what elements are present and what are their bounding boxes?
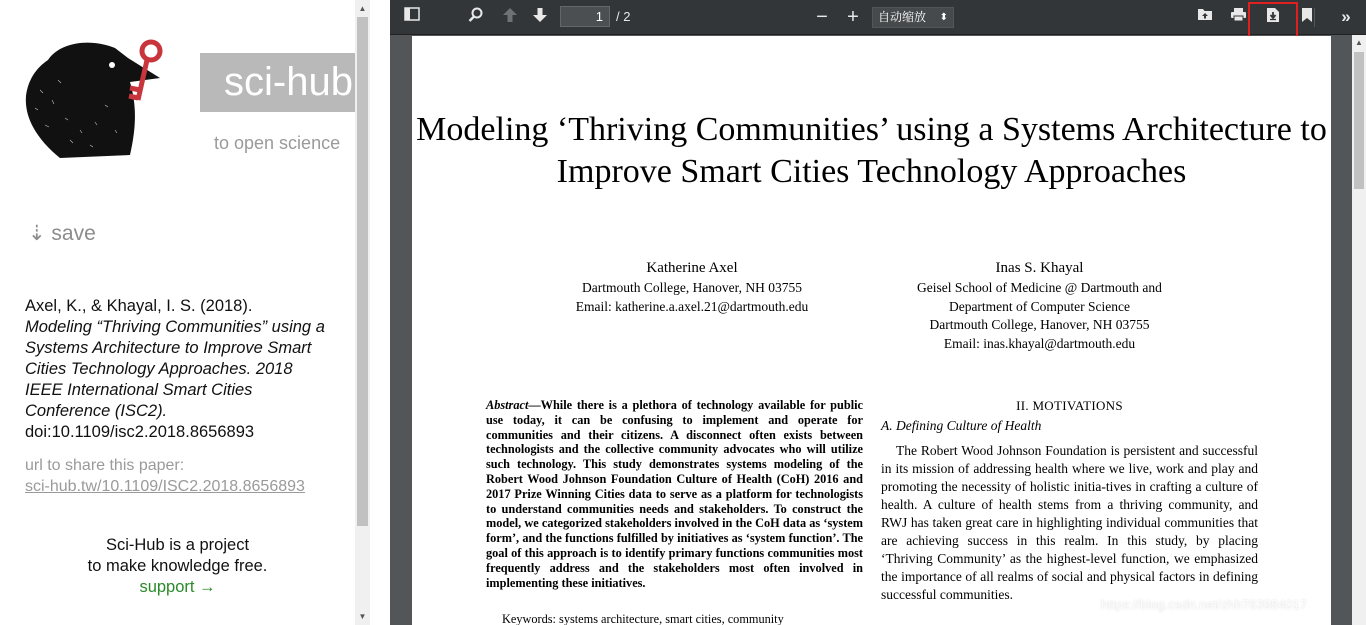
share-url-label: url to share this paper: xyxy=(25,457,185,474)
scihub-brand-title[interactable]: sci-hub xyxy=(200,53,355,112)
scihub-raven-logo xyxy=(20,30,180,160)
author-affiliation: Department of Computer Science xyxy=(948,298,1131,314)
sidebar-toggle-icon[interactable] xyxy=(402,7,422,27)
zoom-in-plus-icon[interactable]: + xyxy=(847,6,859,28)
toolbar-separator xyxy=(1314,8,1315,27)
author-affiliation: Dartmouth College, Hanover, NH 03755 xyxy=(929,317,1150,332)
arrow-down-icon[interactable] xyxy=(530,7,550,27)
save-link[interactable]: ⇣ save xyxy=(28,222,96,245)
pdf-page xyxy=(412,36,1331,625)
arrow-up-icon[interactable] xyxy=(500,7,520,27)
watermark-text: https://blog.csdn.net/zhh763984017 xyxy=(1101,597,1307,612)
author-block-2 xyxy=(882,258,1197,353)
pdf-toolbar xyxy=(390,0,1366,35)
zoom-out-minus-icon[interactable]: − xyxy=(816,6,828,28)
project-footer xyxy=(0,535,355,598)
scroll-up-arrow-icon[interactable]: ▲ xyxy=(1355,38,1363,47)
footer-line-1: Sci-Hub is a project xyxy=(105,536,250,554)
abstract-lead: Abstract xyxy=(486,398,529,412)
scrollbar-thumb[interactable] xyxy=(357,17,368,526)
tagline: to open science xyxy=(214,133,341,153)
author-email: Email: inas.khayal@dartmouth.edu xyxy=(943,335,1136,351)
citation-title: Modeling “Thriving Communities” using a Systems Architecture to Improve Smart Cities Technology Approaches. 2018 IEEE International Smart Cities Conference (ISC2). xyxy=(25,318,325,420)
abstract-text: —While there is a plethora of technology available for public use today, it can be confusing to implement and operate for communities and their citizens. A disconnect often exists between technologists and the collective community advocates who will utilize such technology. This study demonstrates systems modeling of the Robert Wood Johnson Foundation Culture of Health (CoH) 2016 and 2017 Prize Winning Cities data to serve as a platform for technologists to understand communities needs and stakeholders. To construct the model, we categorized stakeholders involved in the CoH data as ‘system form’, and the functions fulfilled by initiatives as ‘system function’. The goal of this approach is to identify primary functions communities most frequently address and the stakeholders most often involved in implementing these initiatives. xyxy=(486,398,863,590)
abstract xyxy=(486,398,863,590)
scrollbar-thumb[interactable] xyxy=(1354,52,1364,189)
sidebar-scrollbar[interactable] xyxy=(355,0,370,625)
citation-authors: Axel, K., & Khayal, I. S. (2018). xyxy=(25,297,253,315)
scroll-down-arrow-icon[interactable]: ▼ xyxy=(358,612,367,621)
page-total: / 2 xyxy=(616,9,631,24)
select-caret-icon: ⬍ xyxy=(939,12,948,23)
author-name: Katherine Axel xyxy=(646,260,738,276)
viewer-scrollbar[interactable] xyxy=(1352,35,1366,625)
zoom-select[interactable] xyxy=(872,7,954,28)
page-number-input[interactable]: 1 xyxy=(560,6,610,27)
citation xyxy=(25,296,325,443)
search-icon[interactable] xyxy=(466,7,486,27)
section-heading: II. MOTIVATIONS xyxy=(1016,398,1123,413)
zoom-value: 自动缩放 xyxy=(878,10,927,24)
author-affiliation: Geisel School of Medicine @ Dartmouth and xyxy=(917,280,1162,295)
footer-line-2: to make knowledge free. xyxy=(87,557,268,575)
share-url-link[interactable]: sci-hub.tw/10.1109/ISC2.2018.8656893 xyxy=(25,478,305,495)
open-file-icon[interactable] xyxy=(1195,7,1215,27)
double-chevron-right-icon[interactable]: » xyxy=(1341,7,1351,26)
author-email: Email: katherine.a.axel.21@dartmouth.edu xyxy=(575,298,809,314)
body-paragraph: The Robert Wood Johnson Foundation is persistent and successful in its mission of addressing health where we live, work and play and promoting the necessity of holistic initia-tives in crafting a culture of health. A culture of health stems from a thriving community, and RWJ has taken great care in highlighting individual communities that are achieving success in this realm. In this study, by placing ‘Thriving Community’ as the highest-level function, we emphasized the importance of all realms of social and physical factors in defining successful communities. xyxy=(881,443,1258,602)
scihub-sidebar xyxy=(0,0,355,625)
author-affiliation: Dartmouth College, Hanover, NH 03755 xyxy=(582,280,802,295)
pdf-viewer xyxy=(390,0,1366,625)
keywords: Keywords: systems architecture, smart cities, community xyxy=(502,612,784,625)
subsection-heading: A. Defining Culture of Health xyxy=(881,418,1042,433)
paper-title: Modeling ‘Thriving Communities’ using a Systems Architecture to Improve Smart Cities Technology Approaches xyxy=(416,111,1327,190)
scroll-up-arrow-icon[interactable]: ▲ xyxy=(358,4,367,13)
support-link[interactable]: support → xyxy=(139,578,216,596)
author-name: Inas S. Khayal xyxy=(995,260,1084,276)
author-block-1 xyxy=(542,258,842,316)
gutter xyxy=(370,0,390,625)
print-icon[interactable] xyxy=(1228,7,1248,27)
citation-doi: doi:10.1109/isc2.2018.8656893 xyxy=(25,423,255,441)
